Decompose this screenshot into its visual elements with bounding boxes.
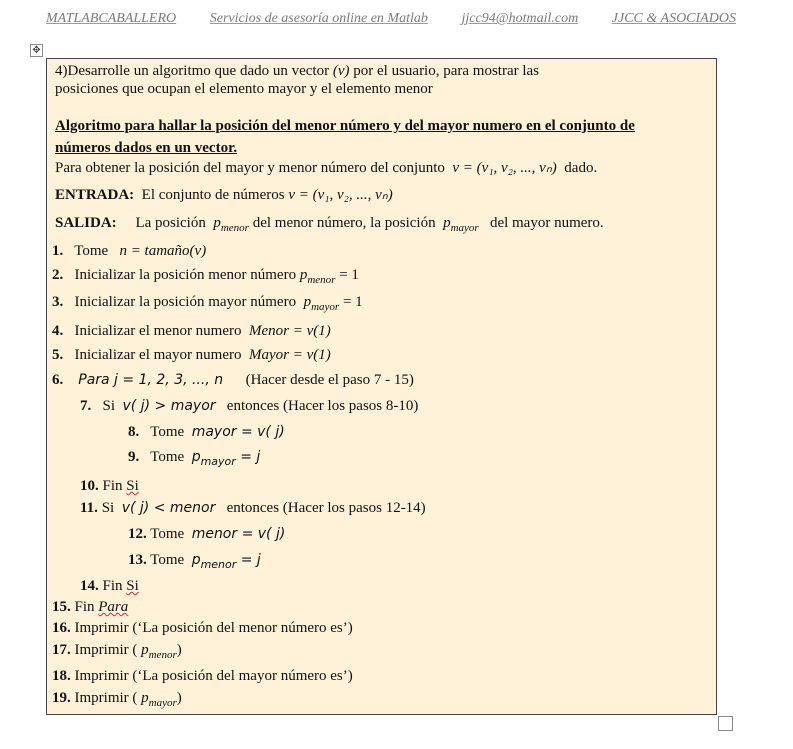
header-email: jjcc94@hotmail.com [461, 11, 579, 26]
table-resize-handle[interactable] [718, 716, 733, 731]
step-10: 10. Fin Si [80, 478, 139, 494]
step-3: 3. Inicializar la posición mayor número $p_{mayor} = 1$ [52, 294, 363, 313]
header-company: JJCC & ASOCIADOS [611, 11, 736, 26]
step-7: 7. Si v( j) > mayor entonces (Hacer los pasos 8-10) [80, 398, 419, 414]
intro-line: Para obtener la posición del mayor y menor número del conjunto v = (v₁, v₂, ..., vₙ) dado. [55, 160, 598, 176]
step-11: 11. Si v( j) < menor entonces (Hacer los pasos 12-14) [80, 500, 426, 516]
step-19: 19. Imprimir ( $p_{mayor}$) [52, 690, 182, 709]
step-1: 1. Tome n = tamaño(v) [52, 243, 207, 259]
step-18: 18. Imprimir (‘La posición del mayor número es’) [52, 668, 353, 684]
header-author: MATLABCABALLERO [46, 11, 177, 26]
step-4: 4. Inicializar el menor numero Menor = v(1) [52, 323, 331, 339]
step-13: 13. Tome $p_{menor} = j$ [128, 552, 261, 571]
step-6: 6. Para j = 1, 2, 3, ..., n (Hacer desde el paso 7 - 15) [52, 372, 414, 388]
problem-statement-line1: 4)Desarrolle un algoritmo que dado un vector (v) por el usuario, para mostrar las [55, 63, 540, 79]
step-17: 17. Imprimir ( $p_{menor}$) [52, 642, 182, 661]
step-15: 15. Fin Para [52, 599, 129, 615]
algorithm-title-line2: números dados en un vector. [55, 140, 238, 156]
entrada-line: ENTRADA: El conjunto de números v = (v₁, v₂, ..., vₙ) [55, 187, 393, 203]
algorithm-title-line1: Algoritmo para hallar la posición del menor número y del mayor numero en el conjunto de [55, 118, 635, 134]
step-8: 8. Tome mayor = v( j) [128, 424, 285, 440]
page-header [46, 11, 736, 27]
step-2: 2. Inicializar la posición menor número $p_{menor} = 1$ [52, 267, 359, 286]
problem-statement-line2: posiciones que ocupan el elemento mayor y el elemento menor [55, 81, 433, 97]
step-16: 16. Imprimir (‘La posición del menor número es’) [52, 620, 353, 636]
table-move-handle-icon[interactable]: ✥ [30, 44, 43, 57]
step-14: 14. Fin Si [80, 578, 139, 594]
algorithm-box [46, 58, 717, 715]
step-5: 5. Inicializar el mayor numero Mayor = v(1) [52, 347, 331, 363]
header-service: Servicios de asesoría online en Matlab [209, 11, 428, 26]
step-12: 12. Tome menor = v( j) [128, 526, 286, 542]
salida-line: SALIDA: La posición $p_{menor}$ del menor número, la posición $p_{mayor}$ del mayor numero. [55, 215, 604, 234]
step-9: 9. Tome $p_{mayor} = j$ [128, 449, 261, 468]
